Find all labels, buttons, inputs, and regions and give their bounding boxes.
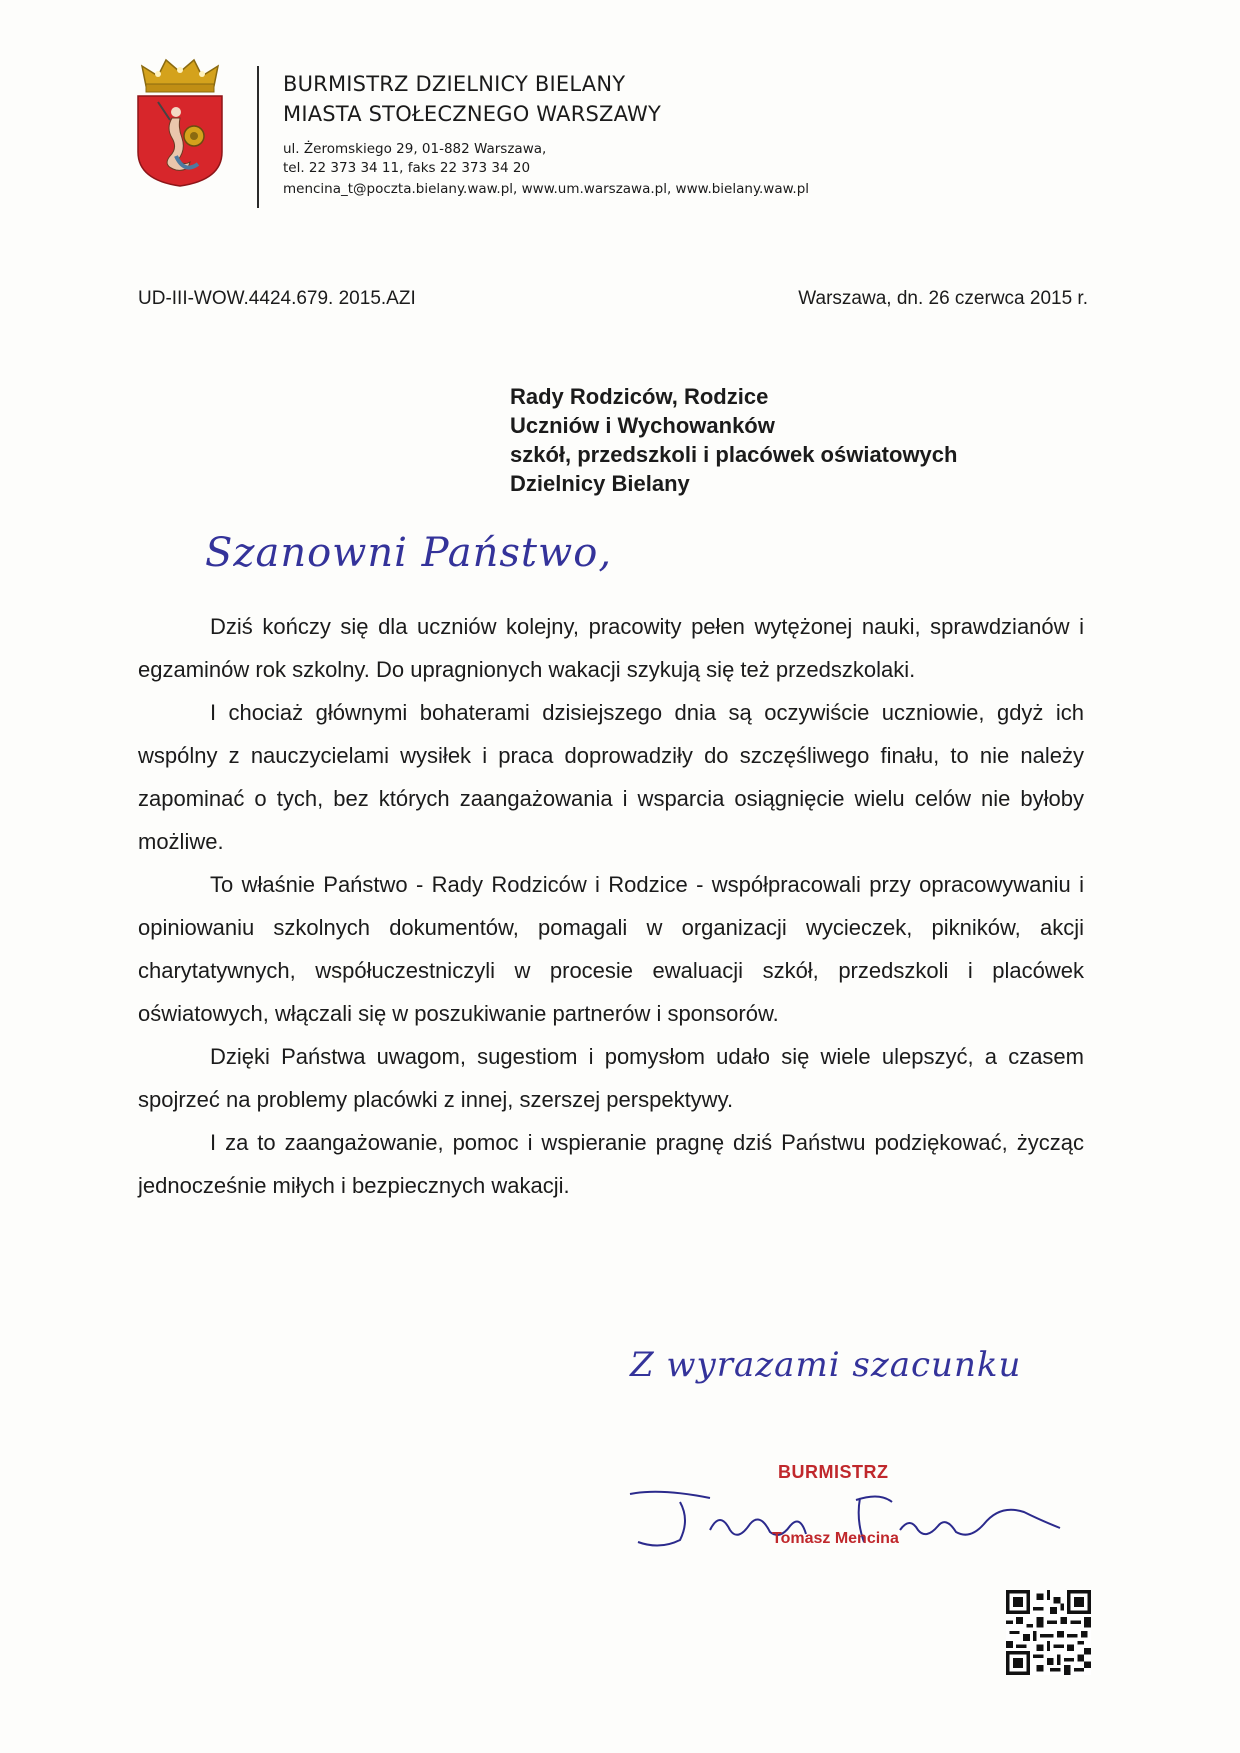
warsaw-coat-of-arms-icon bbox=[132, 56, 228, 188]
letterhead-phone: tel. 22 373 34 11, faks 22 373 34 20 bbox=[283, 160, 531, 176]
letterhead-title-line1: BURMISTRZ DZIELNICY BIELANY bbox=[283, 72, 626, 96]
letter-date: Warszawa, dn. 26 czerwca 2015 r. bbox=[798, 288, 1088, 309]
body-paragraph: Dziś kończy się dla uczniów kolejny, pracowity pełen wytężonej nauki, sprawdzianów i egzaminów rok szkolny. Do upragnionych wakacji szykują się też przedszkolaki. bbox=[138, 614, 1084, 682]
letterhead-title-line2: MIASTA STOŁECZNEGO WARSZAWY bbox=[283, 102, 662, 126]
handwritten-salutation: Szanowni Państwo, bbox=[205, 530, 613, 576]
signature-name: Tomasz Mencina bbox=[772, 1530, 899, 1547]
body-paragraph: I za to zaangażowanie, pomoc i wspieranie pragnę dziś Państwu podziękować, życząc jednocześnie miłych i bezpiecznych wakacji. bbox=[138, 1130, 1084, 1198]
recipient-line: Dzielnicy Bielany bbox=[510, 471, 690, 496]
handwritten-closing: Z wyrazami szacunku bbox=[630, 1345, 1022, 1385]
body-paragraph: I chociaż głównymi bohaterami dzisiejszego dnia są oczywiście uczniowie, gdyż ich wspólny z nauczycielami wysiłek i praca doprowadziły do szczęśliwego finału, to nie należy zapominać o tych, bez których zaangażowania i wsparcia osiągnięcie wielu celów nie byłoby możliwe. bbox=[138, 700, 1084, 854]
letterhead-address: ul. Żeromskiego 29, 01-882 Warszawa, bbox=[283, 141, 547, 157]
reference-number: UD-III-WOW.4424.679. 2015.AZI bbox=[138, 288, 416, 309]
body-paragraph: Dzięki Państwa uwagom, sugestiom i pomysłom udało się wiele ulepszyć, a czasem spojrzeć na problemy placówki z innej, szerszej perspektywy. bbox=[138, 1044, 1084, 1112]
body-paragraph: To właśnie Państwo - Rady Rodziców i Rodzice - współpracowali przy opracowywaniu i opiniowaniu szkolnych dokumentów, pomagali w organizacji wycieczek, pikników, akcji charytatywnych, współuczestniczyli w procesie ewaluacji szkół, przedszkoli i placówek oświatowych, włączali się w poszukiwanie partnerów i sponsorów. bbox=[138, 872, 1084, 1026]
letterhead-divider bbox=[257, 66, 259, 208]
letter-body bbox=[138, 605, 1084, 1207]
letterhead-contact: mencina_t@poczta.bielany.waw.pl, www.um.warszawa.pl, www.bielany.waw.pl bbox=[283, 181, 810, 197]
qr-code-icon bbox=[1006, 1590, 1091, 1675]
recipient-line: szkół, przedszkoli i placówek oświatowych bbox=[510, 442, 958, 467]
signature-title: BURMISTRZ bbox=[778, 1462, 889, 1482]
recipient-line: Rady Rodziców, Rodzice bbox=[510, 384, 769, 409]
recipient-block bbox=[510, 382, 957, 498]
recipient-line: Uczniów i Wychowanków bbox=[510, 413, 775, 438]
